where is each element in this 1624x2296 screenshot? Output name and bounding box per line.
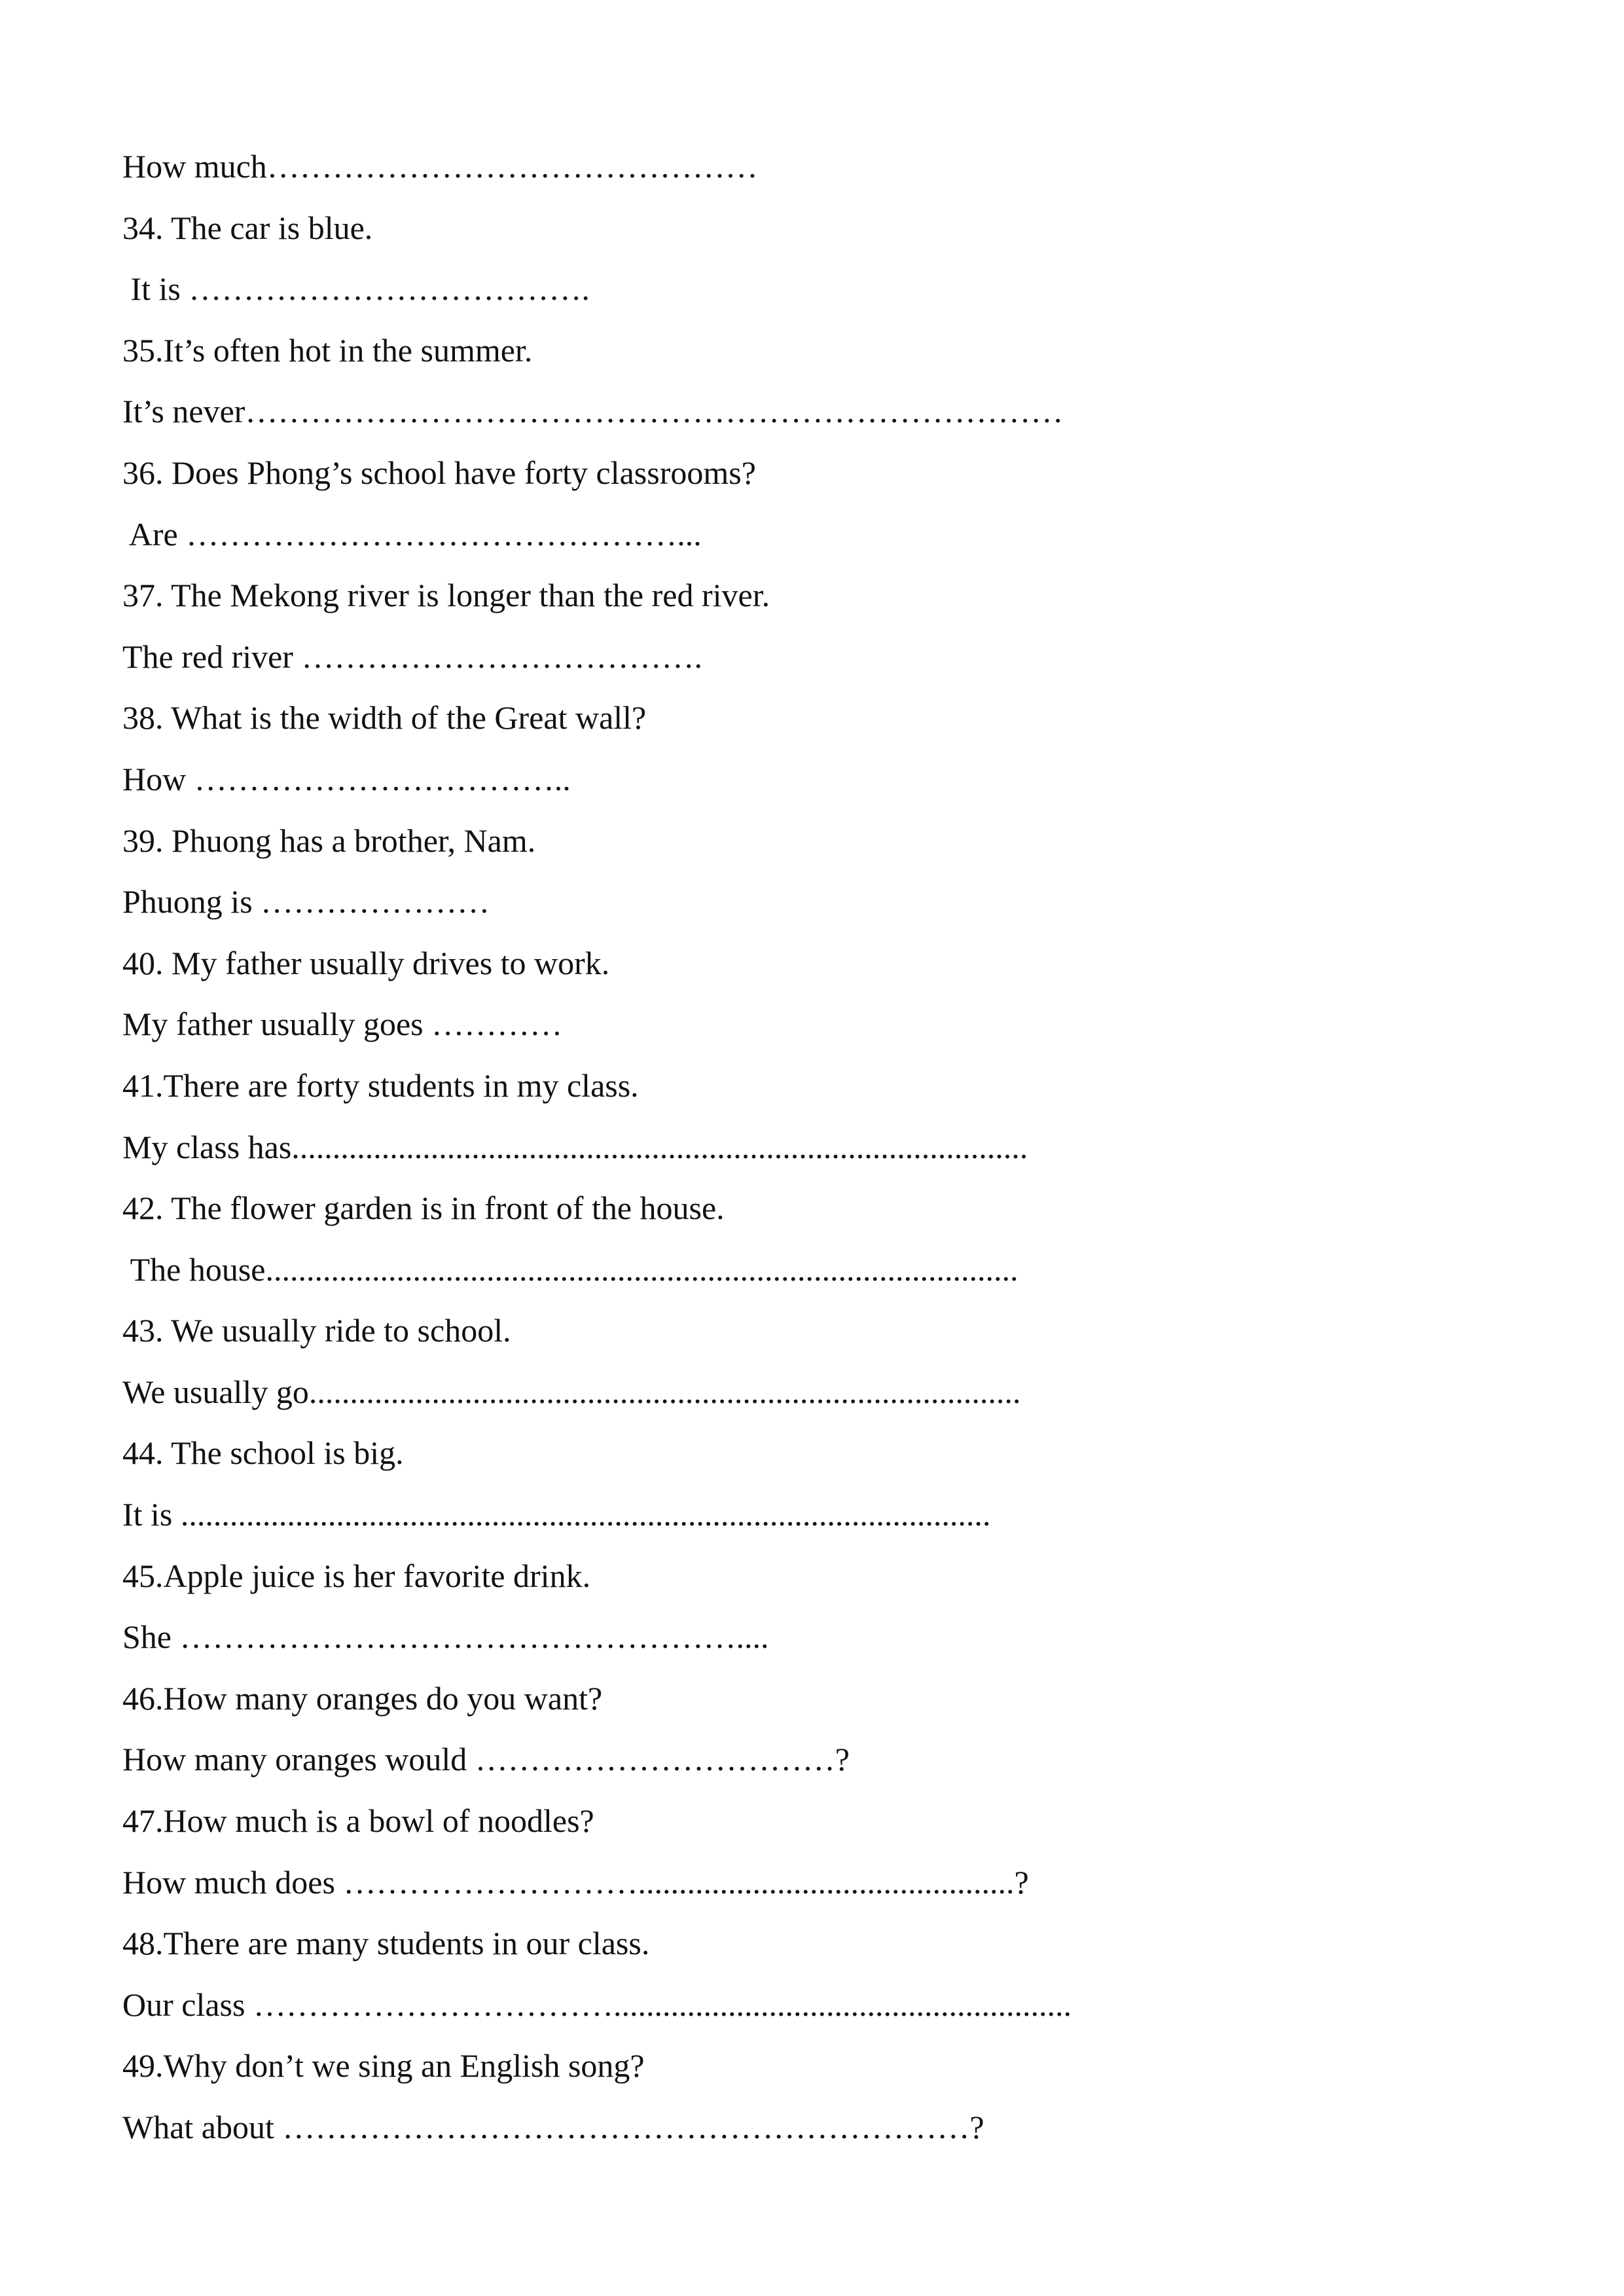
question-line: 45.Apple juice is her favorite drink. xyxy=(122,1557,591,1594)
question-line: 47.How much is a bowl of noodles? xyxy=(122,1802,594,1840)
answer-line: Our class ……………………………........................................................ xyxy=(122,1986,1072,2023)
exercise-lines xyxy=(122,136,1497,2159)
question-line: 38. What is the width of the Great wall? xyxy=(122,699,647,737)
answer-line: How many oranges would ……………………………? xyxy=(122,1741,850,1778)
question-line: 39. Phuong has a brother, Nam. xyxy=(122,822,536,859)
question-line: 46.How many oranges do you want? xyxy=(122,1679,603,1717)
question-line: 37. The Mekong river is longer than the red river. xyxy=(122,577,770,614)
answer-line: How much……………………………………… xyxy=(122,148,758,185)
answer-line: How much does ………………………..............................................? xyxy=(122,1863,1029,1901)
answer-line: We usually go....................................................................................... xyxy=(122,1373,1021,1410)
answer-line: It is ………………………………. xyxy=(122,270,590,308)
answer-line: My class has.......................................................................................... xyxy=(122,1128,1028,1165)
answer-line: She …………………………………………….... xyxy=(122,1618,769,1656)
question-line: 34. The car is blue. xyxy=(122,209,373,246)
question-line: 42. The flower garden is in front of the house. xyxy=(122,1190,725,1227)
answer-line: My father usually goes ………… xyxy=(122,1006,563,1043)
answer-line: It’s never………………………………………………………………… xyxy=(122,393,1064,430)
question-line: 44. The school is big. xyxy=(122,1434,404,1472)
answer-line: It is ................................................................................................... xyxy=(122,1496,991,1533)
question-line: 48.There are many students in our class. xyxy=(122,1925,650,1962)
answer-line: Phuong is ………………… xyxy=(122,883,490,920)
answer-line: The house............................................................................................ xyxy=(122,1250,1019,1288)
answer-line: The red river ………………………………. xyxy=(122,638,702,675)
answer-line: How …………………………….. xyxy=(122,760,571,797)
question-line: 36. Does Phong’s school have forty classrooms? xyxy=(122,454,756,491)
question-line: 49.Why don’t we sing an English song? xyxy=(122,2047,645,2085)
question-line: 40. My father usually drives to work. xyxy=(122,944,610,981)
answer-line: What about ………………………………………………………? xyxy=(122,2109,984,2145)
answer-line: Are ………………………………………... xyxy=(122,515,702,553)
question-line: 41.There are forty students in my class. xyxy=(122,1066,639,1104)
question-line: 35.It’s often hot in the summer. xyxy=(122,331,533,369)
question-line: 43. We usually ride to school. xyxy=(122,1312,511,1349)
